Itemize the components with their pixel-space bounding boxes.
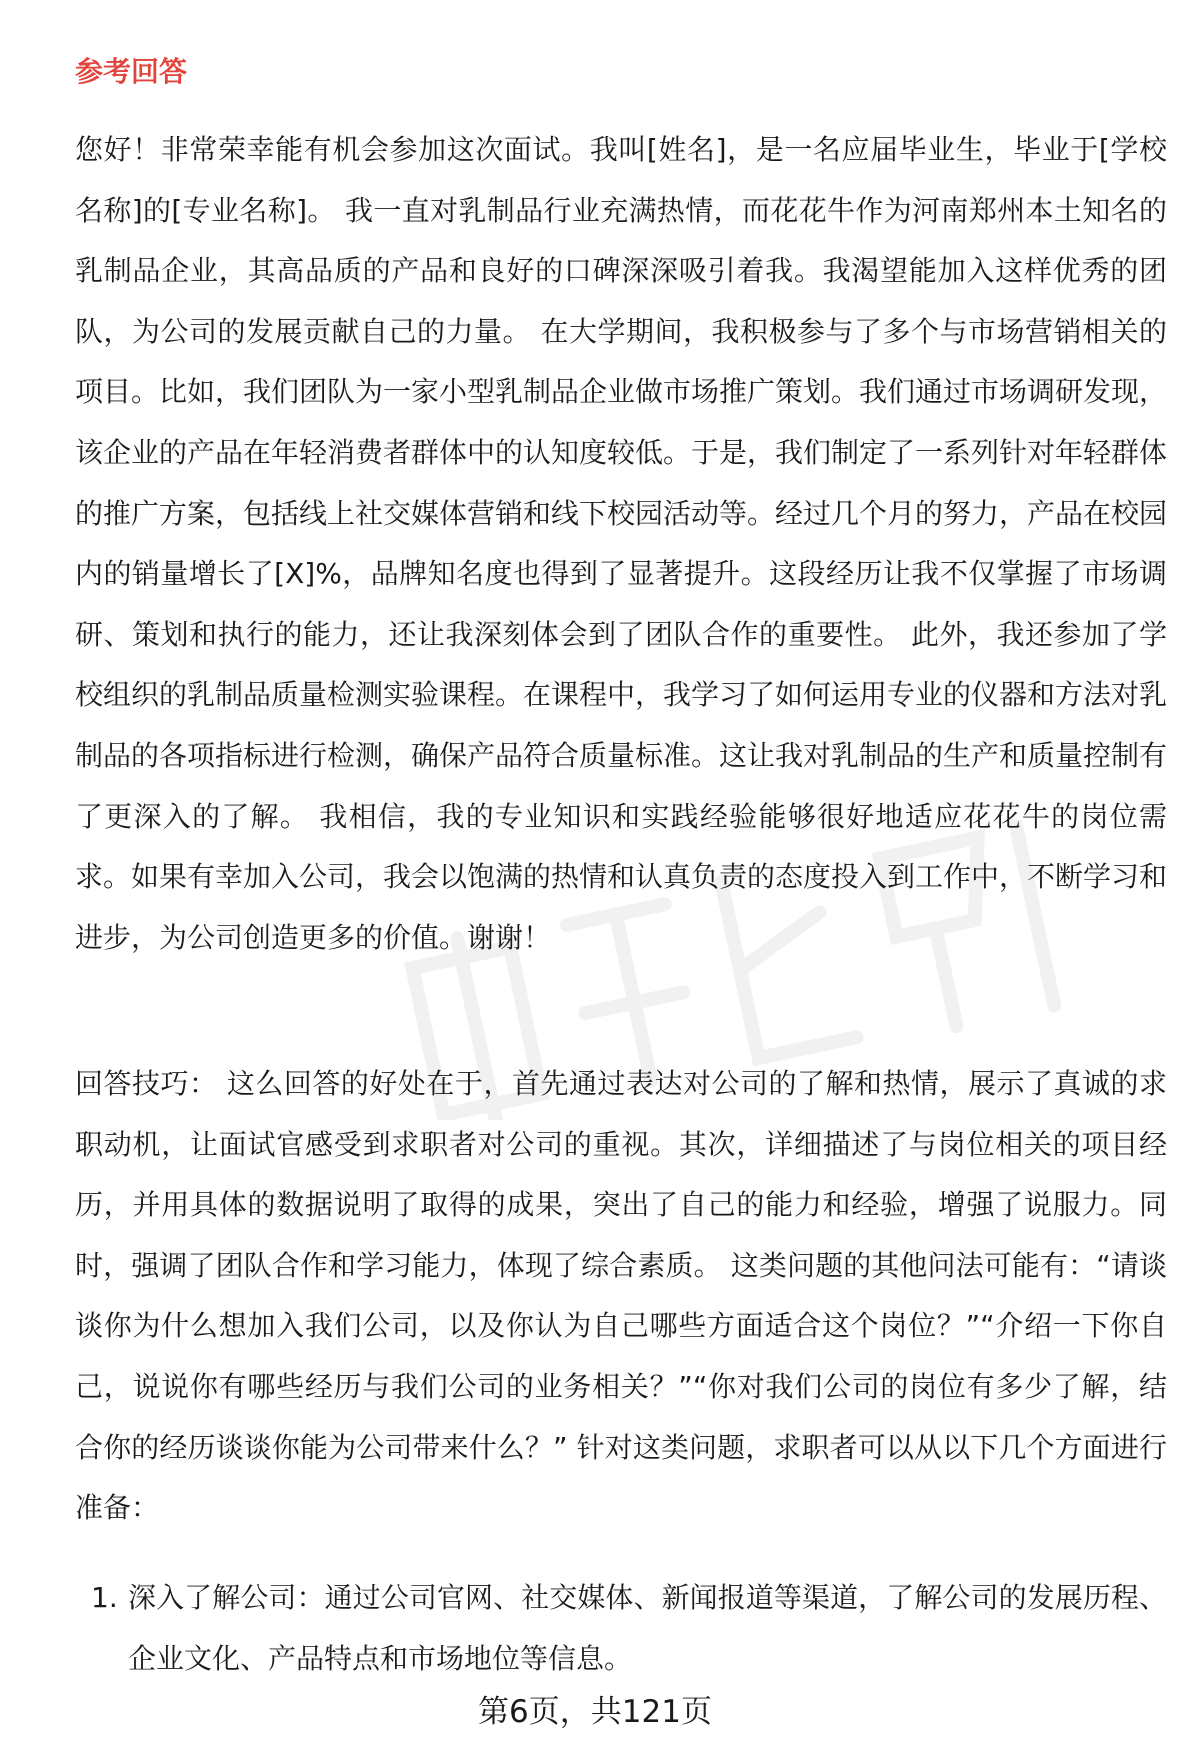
list-item-number: 1. [91,1581,118,1614]
list-item [75,1568,1167,1689]
page-number-footer: 第6页，共121页 [478,1694,712,1730]
section-heading: 参考回答 [75,55,188,88]
answer-paragraph: 您好！非常荣幸能有机会参加这次面试。我叫[姓名]，是一名应届毕业生，毕业于[学校名称]的[专业名称]。 我一直对乳制品行业充满热情，而花花牛作为河南郑州本土知名的乳制品企业，其高品质的产品和良好的口碑深深吸引着我。我渴望能加入这样优秀的团队，为公司的发展贡献自己的力量。 在大学期间，我积极参与了多个与市场营销相关的项目。比如，我们团队为一家小型乳制品企业做市场推广策划。我们通过市场调研发现，该企业的产品在年轻消费者群体中的认知度较低。于是，我们制定了一系列针对年轻群体的推广方案，包括线上社交媒体营销和线下校园活动等。经过几个月的努力，产品在校园内的销量增长了[X]%，品牌知名度也得到了显著提升。这段经历让我不仅掌握了市场调研、策划和执行的能力，还让我深刻体会到了团队合作的重要性。 此外，我还参加了学校组织的乳制品质量检测实验课程。在课程中，我学习了如何运用专业的仪器和方法对乳制品的各项指标进行检测，确保产品符合质量标准。这让我对乳制品的生产和质量控制有了更深入的了解。 我相信，我的专业知识和实践经验能够很好地适应花花牛的岗位需求。如果有幸加入公司，我会以饱满的热情和认真负责的态度投入到工作中，不断学习和进步，为公司创造更多的价值。谢谢！ [75,133,1168,954]
tips-paragraph: 回答技巧： 这么回答的好处在于，首先通过表达对公司的了解和热情，展示了真诚的求职动机，让面试官感受到求职者对公司的重视。其次，详细描述了与岗位相关的项目经历，并用具体的数据说明了取得的成果，突出了自己的能力和经验，增强了说服力。同时，强调了团队合作和学习能力，体现了综合素质。 这类问题的其他问法可能有：“请谈谈你为什么想加入我们公司，以及你认为自己哪些方面适合这个岗位？”“介绍一下你自己，说说你有哪些经历与我们公司的业务相关？”“你对我们公司的岗位有多少了解，结合你的经历谈谈你能为公司带来什么？” 针对这类问题，求职者可以从以下几个方面进行准备： [75,1067,1167,1525]
preparation-list [75,1568,1167,1689]
list-item-text: 深入了解公司：通过公司官网、社交媒体、新闻报道等渠道，了解公司的发展历程、企业文化、产品特点和市场地位等信息。 [128,1581,1167,1675]
